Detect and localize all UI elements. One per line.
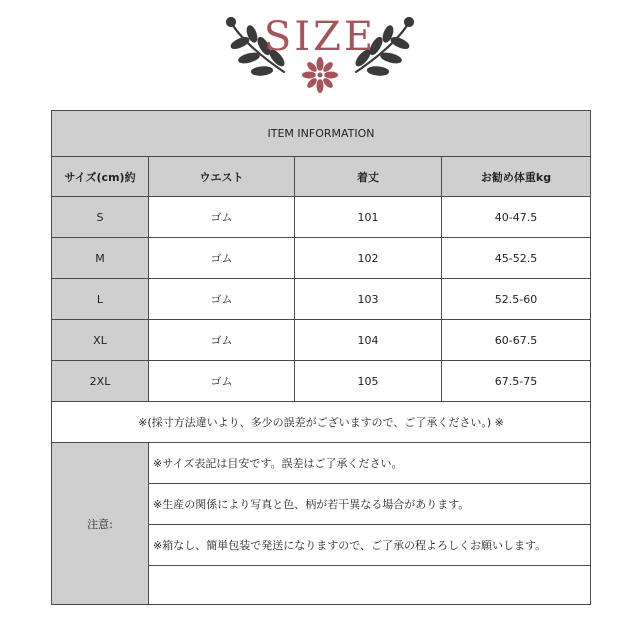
weight-cell: 67.5-75 <box>442 361 591 402</box>
column-header-size: サイズ(cm)約 <box>52 157 149 197</box>
size-table <box>51 110 591 605</box>
column-header-weight: お勧め体重kg <box>442 157 591 197</box>
measurement-note: ※(採寸方法違いより、多少の誤差がございますので、ご了承ください。) ※ <box>52 402 591 443</box>
weight-cell: 52.5-60 <box>442 279 591 320</box>
waist-cell: ゴム <box>149 320 295 361</box>
item-information-title: ITEM INFORMATION <box>52 111 591 157</box>
waist-cell: ゴム <box>149 197 295 238</box>
weight-cell: 40-47.5 <box>442 197 591 238</box>
size-cell: M <box>52 238 149 279</box>
table-row <box>52 320 591 361</box>
notice-item: ※生産の関係により写真と色、柄が若干異なる場合があります。 <box>149 484 591 525</box>
column-header-waist: ウエスト <box>149 157 295 197</box>
table-row <box>52 279 591 320</box>
size-cell: XL <box>52 320 149 361</box>
weight-cell: 45-52.5 <box>442 238 591 279</box>
size-header <box>0 0 640 100</box>
waist-cell: ゴム <box>149 238 295 279</box>
flower-icon <box>302 57 338 93</box>
table-row <box>52 197 591 238</box>
table-row <box>52 361 591 402</box>
notice-item: ※サイズ表記は目安です。誤差はご了承ください。 <box>149 443 591 484</box>
length-cell: 105 <box>295 361 442 402</box>
notice-label: 注意: <box>52 443 149 605</box>
length-cell: 103 <box>295 279 442 320</box>
table-row <box>52 238 591 279</box>
weight-cell: 60-67.5 <box>442 320 591 361</box>
waist-cell: ゴム <box>149 361 295 402</box>
length-cell: 104 <box>295 320 442 361</box>
size-cell: L <box>52 279 149 320</box>
page-title: SIZE <box>263 14 377 60</box>
length-cell: 102 <box>295 238 442 279</box>
notice-item: ※箱なし、簡単包装で発送になりますので、ご了承の程よろしくお願いします。 <box>149 525 591 566</box>
length-cell: 101 <box>295 197 442 238</box>
size-cell: S <box>52 197 149 238</box>
size-cell: 2XL <box>52 361 149 402</box>
empty-notice-cell <box>149 566 591 605</box>
column-header-length: 着丈 <box>295 157 442 197</box>
waist-cell: ゴム <box>149 279 295 320</box>
